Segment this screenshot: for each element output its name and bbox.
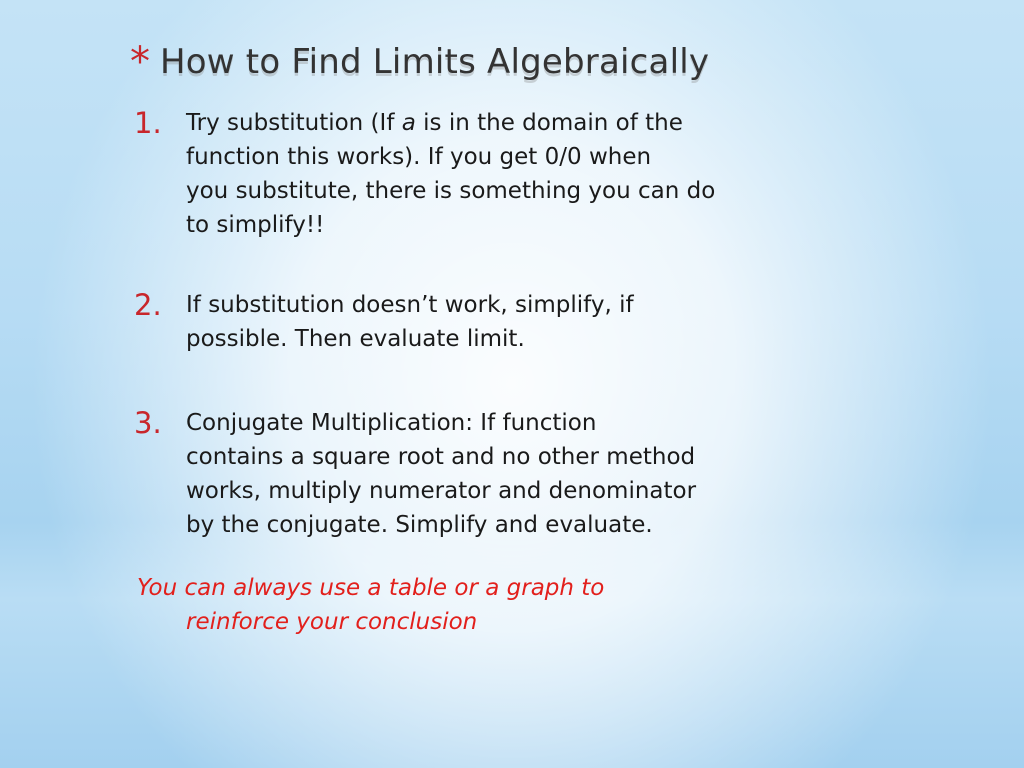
step-line: function this works). If you get 0/0 when xyxy=(186,144,652,170)
step-3 xyxy=(134,406,834,542)
step-number: 3. xyxy=(134,406,162,440)
step-line: possible. Then evaluate limit. xyxy=(186,326,525,352)
step-line: you substitute, there is something you can do xyxy=(186,178,716,204)
step-2 xyxy=(134,288,834,356)
step-text xyxy=(186,288,834,356)
step-text-segment: Try substitution (If xyxy=(186,110,402,136)
note-line: reinforce your conclusion xyxy=(186,609,478,635)
step-line: by the conjugate. Simplify and evaluate. xyxy=(186,512,653,538)
slide-title: How to Find Limits Algebraically xyxy=(160,42,710,82)
step-number: 1. xyxy=(134,106,162,140)
conclusion-note xyxy=(137,571,604,639)
title-row xyxy=(130,39,710,85)
step-line: If substitution doesn’t work, simplify, if xyxy=(186,292,634,318)
step-line: to simplify!! xyxy=(186,212,325,238)
step-number: 2. xyxy=(134,288,162,322)
variable-a: a xyxy=(401,110,416,136)
asterisk-bullet-icon: * xyxy=(130,39,150,85)
step-line: Conjugate Multiplication: If function xyxy=(186,410,597,436)
step-text xyxy=(186,106,834,242)
steps-list xyxy=(134,106,834,582)
note-line: You can always use a table or a graph to xyxy=(137,575,605,601)
step-1 xyxy=(134,106,834,242)
step-text xyxy=(186,406,834,542)
step-text-segment: is in the domain of the xyxy=(415,110,683,136)
step-line: works, multiply numerator and denominator xyxy=(186,478,697,504)
step-line: contains a square root and no other method xyxy=(186,444,696,470)
step-line xyxy=(186,106,834,140)
